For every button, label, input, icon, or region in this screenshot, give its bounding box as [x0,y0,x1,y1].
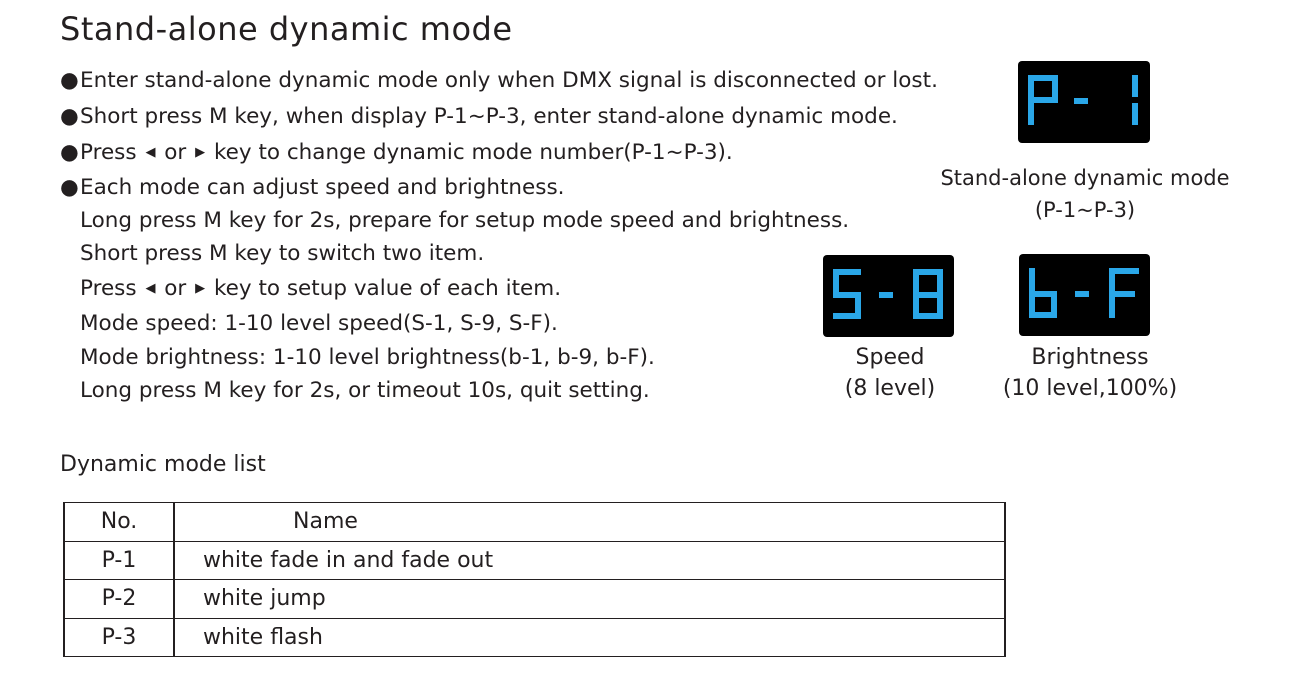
column-header-name: Name [174,503,1005,542]
table-row [64,541,1005,580]
brightness-display [1019,254,1150,336]
sub-line: Mode speed: 1-10 level speed(S-1, S-9, S-F). [80,311,558,336]
or-word: or [164,276,187,301]
left-arrow-icon: ◀ [145,145,156,160]
right-arrow-icon: ▶ [195,281,206,296]
speed-label: Speed [855,345,925,370]
mode-number: P-1 [64,541,174,580]
bullet-item [60,106,898,128]
mode-name: white fade in and fade out [174,541,1005,580]
press-word: Press [80,140,137,165]
press-word: Press [80,276,137,301]
bullet-text: Enter stand-alone dynamic mode only when DMX signal is disconnected or lost. [80,68,938,93]
bullet-dot-icon: ● [60,175,79,200]
speed-range: (8 level) [844,376,936,401]
setup-line-text: key to setup value of each item. [213,276,562,301]
mode-number: P-3 [64,618,174,657]
seven-segment-brightness [1019,254,1150,336]
seven-segment-mode [1018,61,1150,143]
mode-display-text [1018,143,1019,144]
left-arrow-icon: ◀ [145,281,156,296]
mode-display-range: (P-1~P-3) [1034,198,1136,222]
column-header-no: No. [64,503,174,542]
sub-line: Long press M key for 2s, or timeout 10s, quit setting. [80,378,650,403]
mode-name: white flash [174,618,1005,657]
mode-display-label: Stand-alone dynamic mode [940,166,1230,190]
bullet-dot-icon: ● [60,140,79,165]
seven-segment-speed [823,255,954,337]
sub-line: Mode brightness: 1-10 level brightness(b-1, b-9, b-F). [80,345,655,370]
page-title: Stand-alone dynamic mode [60,10,513,48]
sub-line: Short press M key to switch two item. [80,241,485,266]
brightness-display-text [1019,336,1020,337]
bullet-dot-icon: ● [60,104,79,129]
table-row [64,580,1005,619]
brightness-range: (10 level,100%) [1002,376,1178,401]
speed-display-text [823,337,824,338]
right-arrow-icon: ▶ [195,145,206,160]
section-title: Dynamic mode list [60,452,266,477]
table-header-row [64,503,1005,542]
or-word: or [164,140,187,165]
bullet-dot-icon: ● [60,68,79,93]
brightness-label: Brightness [1031,345,1149,370]
bullet-text: Short press M key, when display P-1~P-3, enter stand-alone dynamic mode. [80,104,898,129]
mode-name: white jump [174,580,1005,619]
mode-table [63,502,1006,657]
press-line-text: key to change dynamic mode number(P-1~P-3). [213,140,733,165]
bullet-item [60,70,938,92]
bullet-item [60,177,565,199]
sub-line: Long press M key for 2s, prepare for setup mode speed and brightness. [80,208,850,233]
mode-display [1018,61,1150,143]
speed-display [823,255,954,337]
bullet-text: Each mode can adjust speed and brightness. [80,175,565,200]
bullet-item [60,142,733,164]
sub-line [80,278,561,300]
mode-number: P-2 [64,580,174,619]
table-row [64,618,1005,657]
